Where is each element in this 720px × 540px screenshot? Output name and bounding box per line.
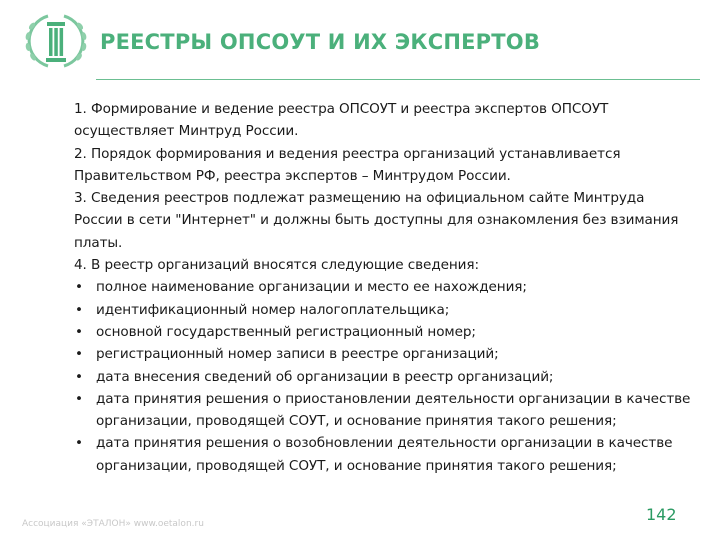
bullet-icon: • bbox=[75, 390, 83, 407]
list-item: • регистрационный номер записи в реестре организаций; bbox=[74, 343, 692, 365]
bullet-icon: • bbox=[75, 368, 83, 385]
title-divider bbox=[96, 79, 700, 80]
list-item: • дата внесения сведений об организации в реестр организаций; bbox=[74, 366, 692, 388]
page-title: РЕЕСТРЫ ОПСОУТ И ИХ ЭКСПЕРТОВ bbox=[100, 30, 541, 54]
bullet-icon: • bbox=[75, 323, 83, 340]
bullet-icon: • bbox=[75, 301, 83, 318]
wreath-column-logo-icon bbox=[18, 8, 94, 72]
bullet-icon: • bbox=[75, 279, 83, 296]
paragraph-1: 1. Формирование и ведение реестра ОПСОУТ и реестра экспертов ОПСОУТ осуществляет Минтруд России. bbox=[74, 101, 609, 140]
footer-watermark: Ассоциация «ЭТАЛОН» www.oetalon.ru bbox=[22, 519, 204, 529]
bullet-icon: • bbox=[75, 435, 83, 452]
registry-fields-list bbox=[74, 276, 692, 477]
page-number: 142 bbox=[646, 505, 677, 524]
paragraph-2: 2. Порядок формирования и ведения реестра организаций устанавливается Правительством РФ, реестра экспертов – Минтрудом России. bbox=[74, 145, 621, 184]
bullet-icon: • bbox=[75, 346, 83, 363]
list-item: • идентификационный номер налогоплательщика; bbox=[74, 299, 692, 321]
list-item: • дата принятия решения о приостановлении деятельности организации в качестве организации, проводящей СОУТ, и основание принятия такого решения; bbox=[74, 388, 692, 433]
paragraph-3: 3. Сведения реестров подлежат размещению на официальном сайте Минтруда России в сети "Интернет" и должны быть доступны для ознакомления без взимания платы. bbox=[74, 190, 679, 251]
slide-body bbox=[74, 98, 692, 477]
paragraph-4: 4. В реестр организаций вносятся следующие сведения: bbox=[74, 257, 479, 274]
list-item: • дата принятия решения о возобновлении деятельности организации в качестве организации, проводящей СОУТ, и основание принятия такого решения; bbox=[74, 432, 692, 477]
list-item: • полное наименование организации и место ее нахождения; bbox=[74, 276, 692, 298]
list-item: • основной государственный регистрационный номер; bbox=[74, 321, 692, 343]
